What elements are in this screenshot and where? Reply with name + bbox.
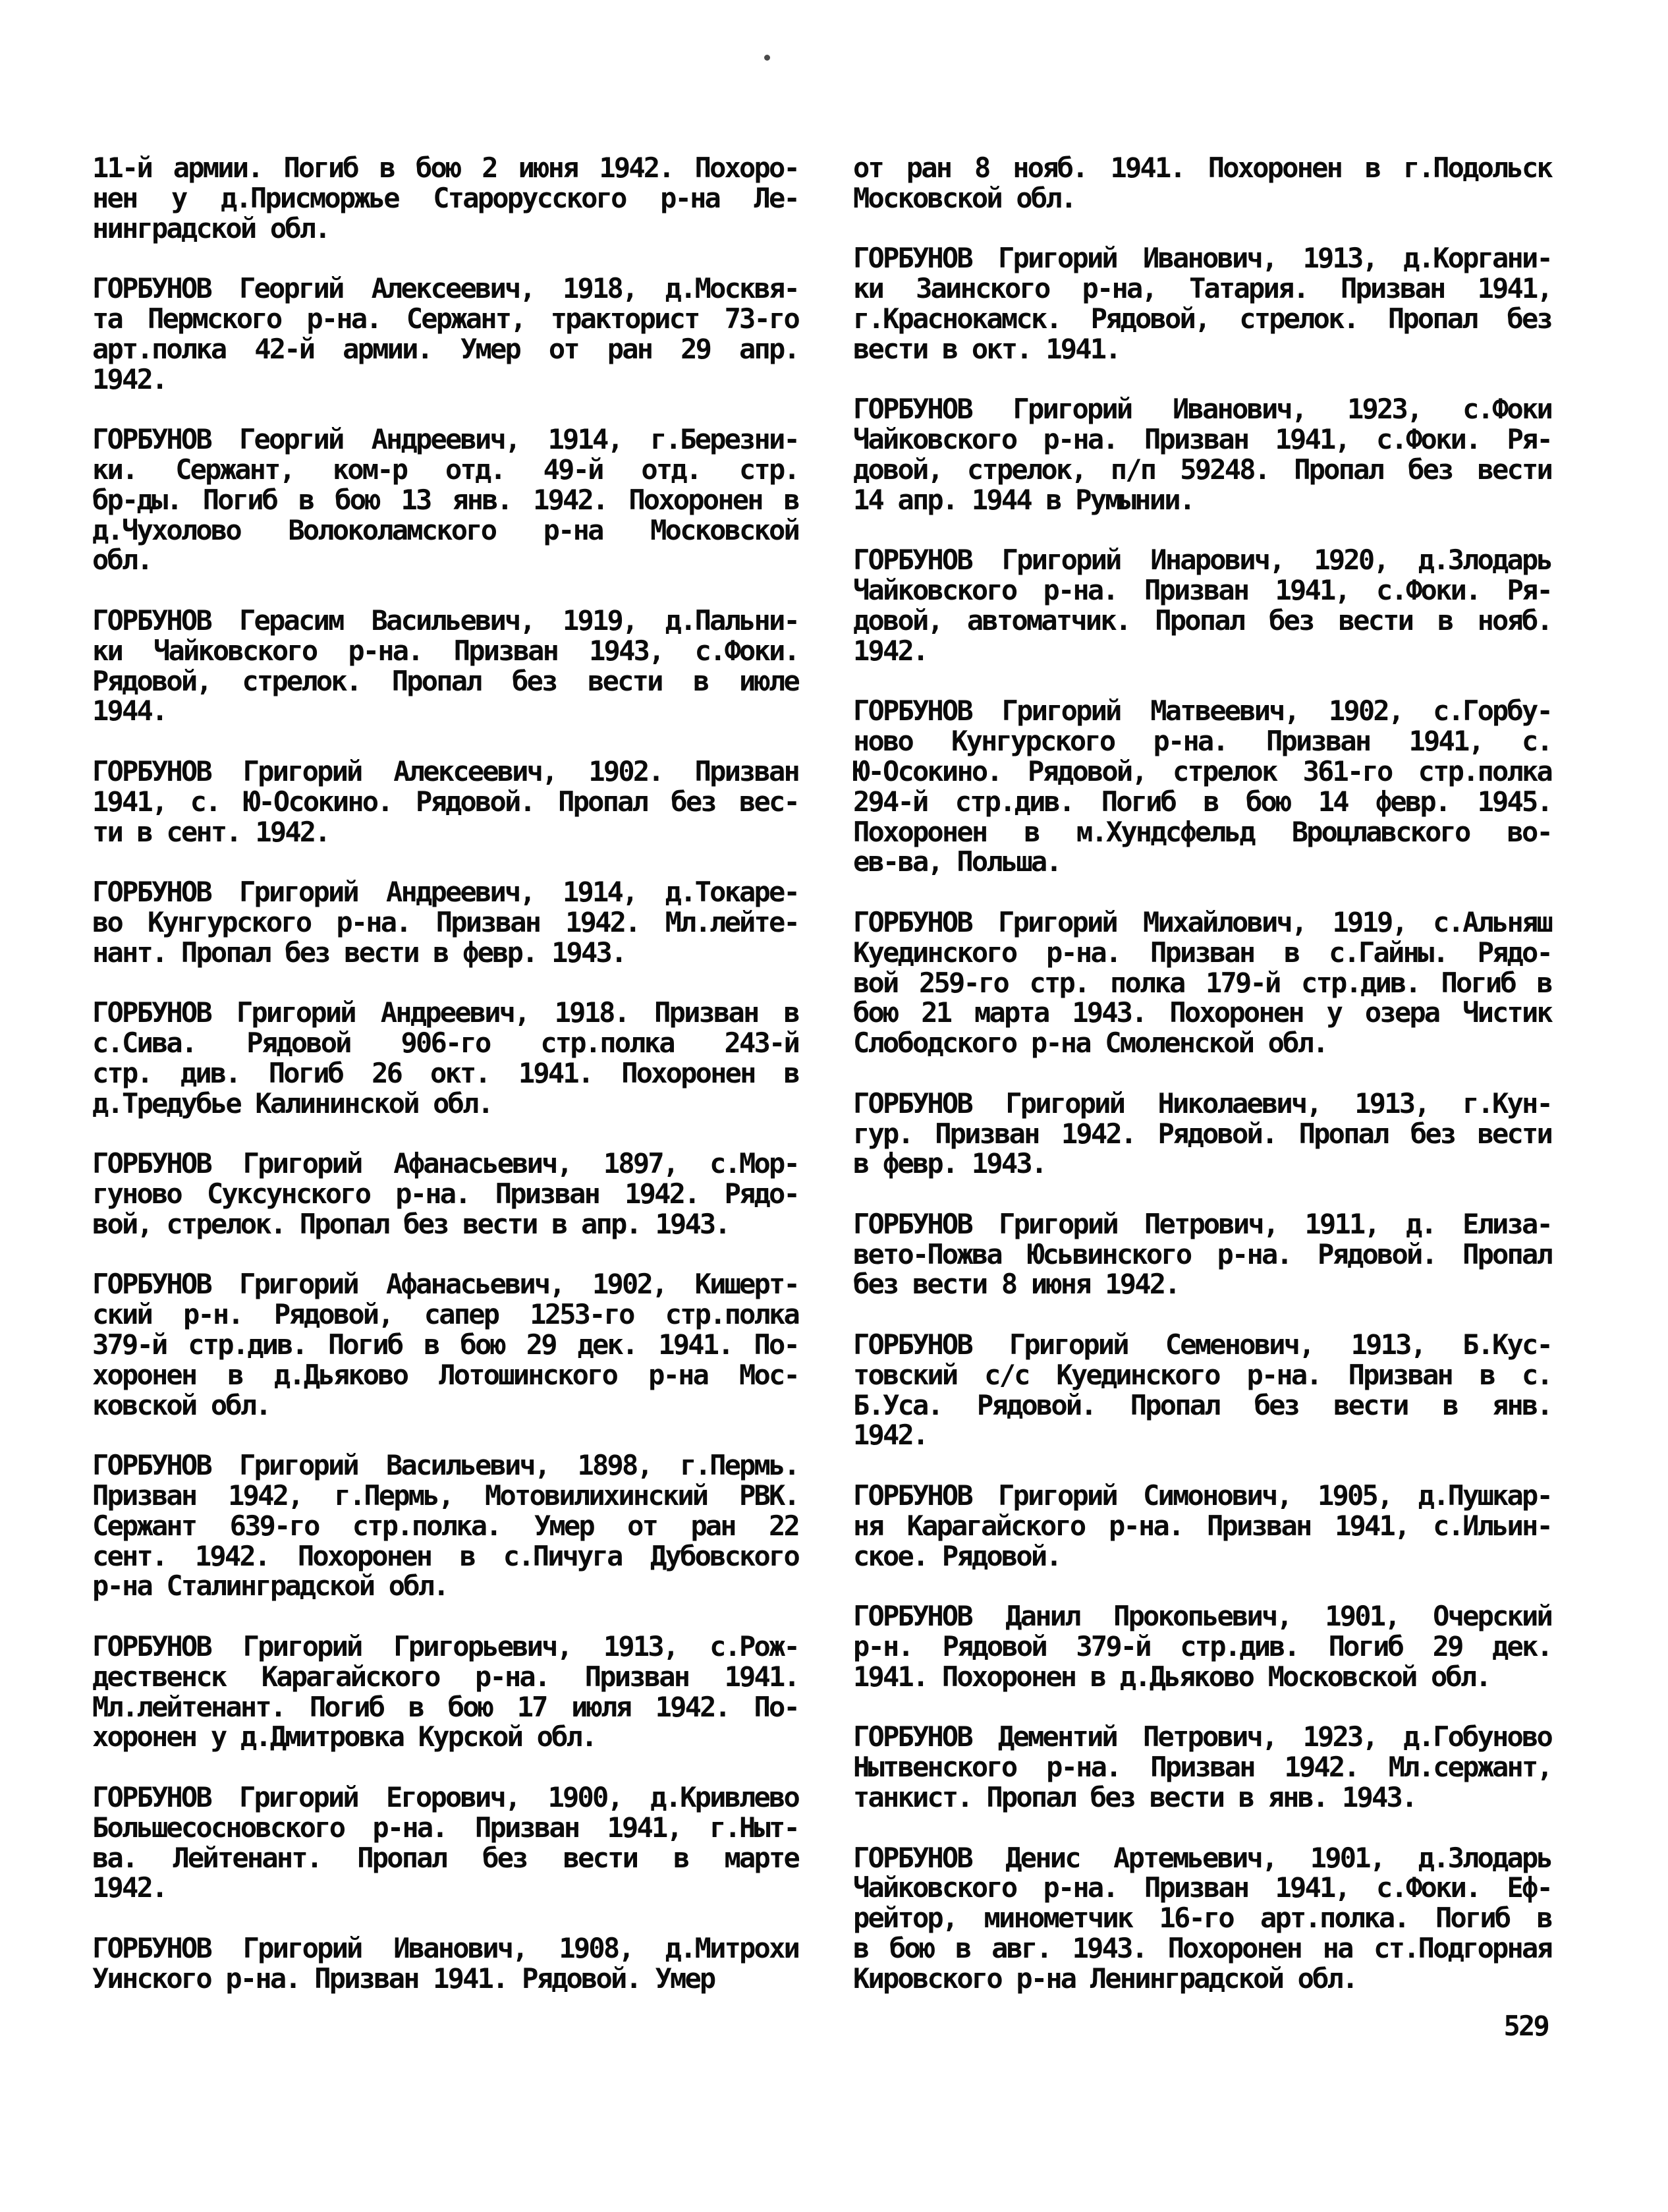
entry-line: ГОРБУНОВ Григорий Михайлович, 1919, с.Альняш [853, 905, 1551, 938]
entry-line: Чайковского р-на. Призван 1941, с.Фоки. Ря- [853, 574, 1551, 607]
entry-line: ГОРБУНОВ Григорий Алексеевич, 1902. Призван [92, 754, 798, 787]
entry-line: 11-й армии. Погиб в бою 2 июня 1942. Похоро- [92, 152, 798, 184]
entry-line: р-н. Рядовой 379-й стр.див. Погиб 29 дек. [853, 1630, 1551, 1663]
entry-line: Ю-Осокино. Рядовой, стрелок 361-го стр.полка [853, 754, 1551, 787]
memorial-entry [853, 545, 1551, 666]
entry-line: 1944. [92, 695, 167, 727]
memorial-entry [853, 153, 1551, 213]
entry-line: ГОРБУНОВ Данил Прокопьевич, 1901, Очерский [853, 1600, 1551, 1633]
entry-line: без вести 8 июня 1942. [853, 1268, 1179, 1301]
entry-line: ев-ва, Польша. [853, 845, 1061, 878]
entry-line: ГОРБУНОВ Григорий Егорович, 1900, д.Кривлево [92, 1781, 798, 1814]
scan-artifact-dot [764, 55, 770, 61]
entry-line: Слободского р-на Смоленской обл. [853, 1027, 1327, 1060]
entry-line: 1941, с. Ю-Осокино. Рядовой. Пропал без вес- [92, 785, 798, 818]
entry-line: ГОРБУНОВ Григорий Семенович, 1913, Б.Кус- [853, 1328, 1551, 1361]
entry-line: ГОРБУНОВ Георгий Андреевич, 1914, г.Березни- [92, 423, 798, 456]
entry-line: Кировского р-на Ленинградской обл. [853, 1962, 1357, 1995]
entry-line: хоронен в д.Дьяково Лотошинского р-на Мос- [92, 1358, 798, 1391]
entry-line: арт.полка 42-й армии. Умер от ран 29 апр. [92, 332, 798, 365]
memorial-entry [853, 243, 1551, 364]
entry-line: в бою в авг. 1943. Похоронен на ст.Подгорная [853, 1932, 1551, 1965]
entry-line: Призван 1942, г.Пермь, Мотовилихинский РВК. [92, 1479, 798, 1512]
entry-line: ГОРБУНОВ Григорий Инарович, 1920, д.Злодарь [853, 544, 1551, 577]
memorial-entry [853, 394, 1551, 515]
entry-line: Б.Уса. Рядовой. Пропал без вести в янв. [853, 1388, 1551, 1421]
entry-line: Рядовой, стрелок. Пропал без вести в июле [92, 664, 798, 697]
entry-line: танкист. Пропал без вести в янв. 1943. [853, 1781, 1416, 1814]
memorial-entry [853, 1843, 1551, 1994]
entry-line: бр-ды. Погиб в бою 13 янв. 1942. Похоронен в [92, 483, 798, 516]
left-column [92, 153, 798, 1994]
entry-line: ГОРБУНОВ Григорий Николаевич, 1913, г.Кун- [853, 1087, 1551, 1120]
memorial-entry [853, 1722, 1551, 1812]
entry-line: ГОРБУНОВ Григорий Петрович, 1911, д. Елиза- [853, 1207, 1551, 1240]
entry-line: 1942. [92, 362, 167, 395]
entry-line: вести в окт. 1941. [853, 332, 1120, 365]
entry-line: ГОРБУНОВ Григорий Андреевич, 1914, д.Токаре- [92, 876, 798, 909]
memorial-entry [92, 1149, 798, 1239]
entry-line: 14 апр. 1944 в Румынии. [853, 483, 1194, 516]
entry-line: вой 259-го стр. полка 179-й стр.див. Погиб в [853, 966, 1551, 999]
entry-line: ГОРБУНОВ Григорий Григорьевич, 1913, с.Рож- [92, 1630, 798, 1663]
memorial-entry [853, 1089, 1551, 1179]
entry-line: та Пермского р-на. Сержант, тракторист 73-го [92, 302, 798, 335]
entry-line: ГОРБУНОВ Дементий Петрович, 1923, д.Гобуново [853, 1720, 1551, 1753]
entry-line: ГОРБУНОВ Григорий Иванович, 1913, д.Коргани- [853, 242, 1551, 275]
entry-line: бою 21 марта 1943. Похоронен у озера Чистик [853, 996, 1551, 1029]
memorial-entry [92, 153, 798, 243]
entry-line: стр. див. Погиб 26 окт. 1941. Похоронен в [92, 1056, 798, 1089]
entry-line: 379-й стр.див. Погиб в бою 29 дек. 1941. По- [92, 1328, 798, 1361]
entry-line: ГОРБУНОВ Григорий Иванович, 1923, с.Фоки [853, 393, 1551, 426]
entry-line: 294-й стр.див. Погиб в бою 14 февр. 1945. [853, 785, 1551, 818]
entry-line: обл. [92, 544, 152, 577]
entry-line: 1942. [853, 1419, 928, 1452]
entry-line: от ран 8 нояб. 1941. Похоронен в г.Подольск [853, 152, 1551, 184]
memorial-entry [92, 273, 798, 394]
memorial-entry [853, 1481, 1551, 1571]
entry-line: ти в сент. 1942. [92, 815, 329, 848]
entry-line: ГОРБУНОВ Денис Артемьевич, 1901, д.Злодарь [853, 1841, 1551, 1874]
memorial-entry [853, 1330, 1551, 1450]
entry-line: ГОРБУНОВ Григорий Иванович, 1908, д.Митрохи [92, 1932, 798, 1965]
entry-line: довой, стрелок, п/п 59248. Пропал без вести [853, 453, 1551, 486]
entry-line: Нытвенского р-на. Призван 1942. Мл.сержант, [853, 1751, 1551, 1784]
memorial-entry [92, 756, 798, 847]
entry-line: ки Чайковского р-на. Призван 1943, с.Фоки. [92, 634, 798, 667]
entry-line: нен у д.Присморжье Старорусского р-на Ле- [92, 181, 798, 214]
entry-line: нант. Пропал без вести в февр. 1943. [92, 936, 626, 969]
entry-line: нинградской обл. [92, 212, 329, 244]
entry-line: ГОРБУНОВ Григорий Васильевич, 1898, г.Пермь. [92, 1449, 798, 1482]
memorial-entry [92, 1933, 798, 1994]
memorial-entry [92, 877, 798, 967]
entry-line: д.Тредубье Калининской обл. [92, 1087, 493, 1120]
entry-line: ки Заинского р-на, Татария. Призван 1941, [853, 272, 1551, 305]
entry-line: р-на Сталинградской обл. [92, 1570, 448, 1602]
memorial-entry [853, 696, 1551, 877]
entry-line: гуново Суксунского р-на. Призван 1942. Рядо- [92, 1177, 798, 1210]
entry-line: Уинского р-на. Призван 1941. Рядовой. Умер [92, 1962, 715, 1995]
entry-line: ки. Сержант, ком-р отд. 49-й отд. стр. [92, 453, 798, 486]
entry-line: вой, стрелок. Пропал без вести в апр. 1943. [92, 1207, 729, 1240]
entry-line: во Кунгурского р-на. Призван 1942. Мл.лейте- [92, 905, 798, 938]
memorial-entry [853, 1209, 1551, 1299]
memorial-entry [853, 907, 1551, 1058]
entry-line: ковской обл. [92, 1388, 270, 1421]
entry-line: ГОРБУНОВ Григорий Афанасьевич, 1897, с.Мор- [92, 1147, 798, 1180]
entry-line: Сержант 639-го стр.полка. Умер от ран 22 [92, 1509, 798, 1542]
entry-line: в февр. 1943. [853, 1147, 1046, 1180]
entry-line: 1942. [92, 1871, 167, 1904]
memorial-entry [92, 998, 798, 1118]
entry-line: ГОРБУНОВ Григорий Андреевич, 1918. Призван в [92, 996, 798, 1029]
entry-line: ГОРБУНОВ Григорий Афанасьевич, 1902, Кишерт- [92, 1268, 798, 1301]
memorial-entry [92, 1782, 798, 1903]
entry-line: дественск Карагайского р-на. Призван 1941. [92, 1660, 798, 1693]
entry-line: ГОРБУНОВ Георгий Алексеевич, 1918, д.Москвя- [92, 272, 798, 305]
entry-line: ское. Рядовой. [853, 1539, 1061, 1572]
entry-line: рейтор, минометчик 16-го арт.полка. Погиб в [853, 1902, 1551, 1935]
memorial-entry [92, 424, 798, 575]
entry-line: товский с/с Куединского р-на. Призван в с. [853, 1358, 1551, 1391]
memorial-entry [92, 1269, 798, 1420]
entry-line: ГОРБУНОВ Григорий Матвеевич, 1902, с.Горбу- [853, 695, 1551, 727]
memorial-entry [92, 606, 798, 726]
entry-line: Московской обл. [853, 181, 1076, 214]
memorial-entry [92, 1450, 798, 1601]
page-number: 529 [1503, 2010, 1548, 2042]
entry-line: ня Карагайского р-на. Призван 1941, с.Ильин- [853, 1509, 1551, 1542]
entry-line: ново Кунгурского р-на. Призван 1941, с. [853, 725, 1551, 758]
right-column [853, 153, 1551, 1994]
memorial-entry [853, 1601, 1551, 1691]
entry-line: ГОРБУНОВ Григорий Симонович, 1905, д.Пушкар- [853, 1479, 1551, 1512]
entry-line: 1941. Похоронен в д.Дьяково Московской обл. [853, 1660, 1490, 1693]
memorial-entry [92, 1631, 798, 1752]
entry-line: Похоронен в м.Хундсфельд Вроцлавского во- [853, 815, 1551, 848]
entry-line: 1942. [853, 634, 928, 667]
entry-line: ГОРБУНОВ Герасим Васильевич, 1919, д.Пальни- [92, 604, 798, 637]
entry-line: Чайковского р-на. Призван 1941, с.Фоки. Еф- [853, 1871, 1551, 1904]
entry-line: хоронен у д.Дмитровка Курской обл. [92, 1720, 596, 1753]
entry-line: с.Сива. Рядовой 906-го стр.полка 243-й [92, 1027, 798, 1060]
entry-line: Большесосновского р-на. Призван 1941, г.Ныт- [92, 1811, 798, 1844]
entry-line: Мл.лейтенант. Погиб в бою 17 июля 1942. По- [92, 1690, 798, 1723]
entry-line: ский р-н. Рядовой, сапер 1253-го стр.полка [92, 1298, 798, 1331]
entry-line: довой, автоматчик. Пропал без вести в нояб. [853, 604, 1551, 637]
entry-line: Чайковского р-на. Призван 1941, с.Фоки. Ря- [853, 423, 1551, 456]
entry-line: гур. Призван 1942. Рядовой. Пропал без вести [853, 1117, 1551, 1150]
entry-line: вето-Пожва Юсьвинского р-на. Рядовой. Пропал [853, 1237, 1551, 1270]
entry-line: сент. 1942. Похоронен в с.Пичуга Дубовского [92, 1539, 798, 1572]
entry-line: г.Краснокамск. Рядовой, стрелок. Пропал без [853, 302, 1551, 335]
entry-line: д.Чухолово Волоколамского р-на Московской [92, 513, 798, 546]
entry-line: ва. Лейтенант. Пропал без вести в марте [92, 1841, 798, 1874]
entry-line: Куединского р-на. Призван в с.Гайны. Рядо- [853, 936, 1551, 969]
